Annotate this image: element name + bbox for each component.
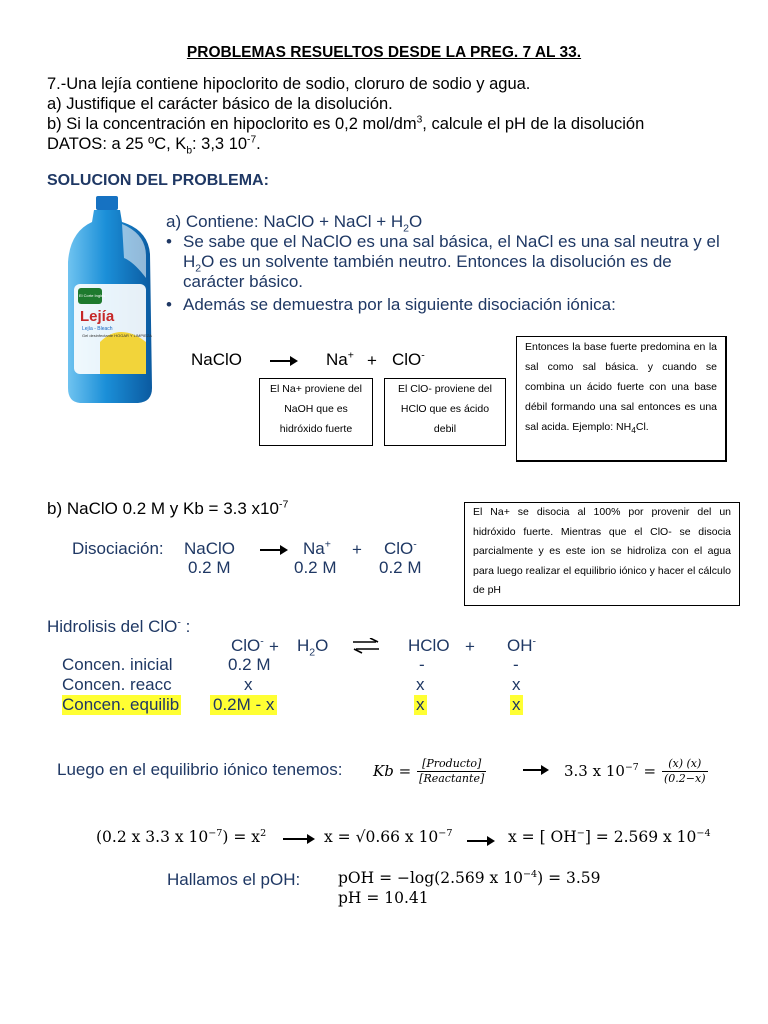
- poh-line: pOH = −log(2.569 x $10^{-4}) = 3.59$: [338, 868, 601, 887]
- calc-arrow-1: [283, 838, 313, 840]
- bullet-1: • Se sabe que el NaClO es una sal básica, el NaCl es una sal neutra y el $H_2O$ es un solvente también neutro. Entonces la disolución es de carácter básico.: [166, 232, 736, 292]
- hyd-p2: OH-: [507, 635, 537, 655]
- poh-label: Hallamos el pOH:: [167, 870, 301, 889]
- d2-conc-3: 0.2 M: [379, 558, 422, 577]
- d2-conc-2: 0.2 M: [294, 558, 337, 577]
- row-cell: 0.2M - x: [210, 695, 277, 715]
- d2-reactant: NaClO: [184, 539, 236, 558]
- bleach-bottle-image: [60, 192, 160, 407]
- row-cell: -: [513, 655, 519, 674]
- solution-heading: SOLUCION DEL PROBLEMA:: [47, 172, 269, 189]
- d2-product-1: Na+: [303, 538, 331, 558]
- d1-reactant: NaClO: [191, 350, 243, 369]
- problem-line-3: b) Si la concentración en hipoclorito es 0,2 mol/$dm^3$, calcule el pH de la disolución: [47, 114, 645, 133]
- hyd-plus-2: +: [465, 637, 475, 656]
- bottle-svg: [60, 192, 160, 407]
- row-cell: x: [416, 695, 425, 714]
- problem-line-4: DATOS: a 25 ºC, $K_b$: 3,3 $10^{-7}$.: [47, 134, 261, 157]
- bottle-desc-text: Gel desinfectante HOGAR Y LIMPIEZA: [82, 333, 152, 338]
- bottle-logo-text: El Corte Inglés: [79, 293, 106, 298]
- calc-left: (0.2 x 3.3 x $10^{-7}) = x^2$: [96, 827, 267, 846]
- bullet-2: • Además se demuestra por la siguiente disociación iónica:: [166, 295, 736, 315]
- note-base-box: Entonces la base fuerte predomina en la sal como sal básica. y cuando se combina un ácido fuerte con una base débil formando una sal entonces es una sal acida. Ejemplo: $NH_4Cl$.: [516, 336, 727, 462]
- hyd-r2: $H_2O$: [297, 636, 329, 659]
- part-b-heading: b) NaClO 0.2 M y Kb = 3.3 $x10^{-7}$: [47, 498, 289, 518]
- problem-line-1: 7.-Una lejía contiene hipoclorito de sodio, cloruro de sodio y agua.: [47, 75, 531, 93]
- row-cell: 0.2 M: [228, 655, 271, 674]
- d2-product-2: ClO-: [384, 538, 417, 558]
- equilibrium-arrows-icon: [352, 638, 380, 654]
- hydrolysis-title: Hidrolisis del ClO- :: [47, 616, 191, 636]
- bottle-brand-text: Lejía: [80, 308, 115, 325]
- hyd-plus-1: +: [269, 637, 279, 656]
- problem-statement: [47, 74, 645, 157]
- row-cell: x: [416, 675, 425, 694]
- lemon-shape: [100, 332, 146, 374]
- problem-line-2: a) Justifique el carácter básico de la disolución.: [47, 95, 393, 113]
- kb-arrow: [523, 769, 547, 771]
- row-cell: x: [512, 675, 521, 694]
- row-label: Concen. inicial: [62, 655, 173, 674]
- page-title: PROBLEMAS RESUELTOS DESDE LA PREG. 7 AL 33.: [186, 44, 582, 61]
- part-a-bullets: [166, 232, 736, 315]
- ph-line: pH = 10.41: [338, 889, 429, 907]
- note-na-box: El Na+ proviene del NaOH que es hidróxido fuerte: [259, 378, 373, 446]
- note-right-box: El Na+ se disocia al 100% por provenir del un hidróxido fuerte. Mientras que el ClO- se disocia parcialmente y es este ion se hidroliza con el agua para luego realizar el equilibrio iónico y hacer el cálculo de pH: [464, 502, 740, 606]
- equilibrium-intro: Luego en el equilibrio iónico tenemos:: [57, 760, 343, 779]
- hyd-p1: HClO: [408, 636, 450, 655]
- calc-mid: x = √0.66 x $10^{-7}$: [324, 827, 453, 846]
- kb-value-expression: 3.3 x $10^{-7}$ = $\frac{(x) (x)}{(0.2-x)}$: [564, 756, 706, 785]
- d2-arrow: [260, 549, 286, 551]
- d1-product-1: Na+: [326, 349, 354, 369]
- d2-conc-1: 0.2 M: [188, 558, 231, 577]
- note-clo-box: El ClO- proviene del HClO que es ácido debil: [384, 378, 506, 446]
- d2-plus: +: [352, 540, 362, 559]
- row-cell: x: [512, 695, 521, 714]
- row-cell: x: [244, 675, 253, 694]
- bottle-cap: [96, 196, 118, 210]
- row-cell: -: [419, 655, 425, 674]
- part-a-line-1: a) Contiene: NaClO + NaCl + $H_2O$: [166, 212, 423, 235]
- row-label: Concen. equilib: [62, 695, 180, 714]
- bottle-sub-text: Lejía - Bleach: [82, 326, 113, 332]
- d1-arrow: [270, 360, 296, 362]
- calc-arrow-2: [467, 840, 493, 842]
- d2-label: Disociación:: [72, 539, 164, 558]
- d1-plus: +: [367, 351, 377, 370]
- row-label: Concen. reacc: [62, 675, 172, 694]
- calc-right: x = [ OH−] = 2.569 x $10^{-4}$: [508, 827, 711, 846]
- kb-expression: Kb = $\frac{\text{[Producto]}}{\text{[Reactante]}}$: [373, 756, 485, 785]
- d1-product-2: ClO-: [392, 349, 425, 369]
- hyd-r1: ClO-: [231, 635, 264, 655]
